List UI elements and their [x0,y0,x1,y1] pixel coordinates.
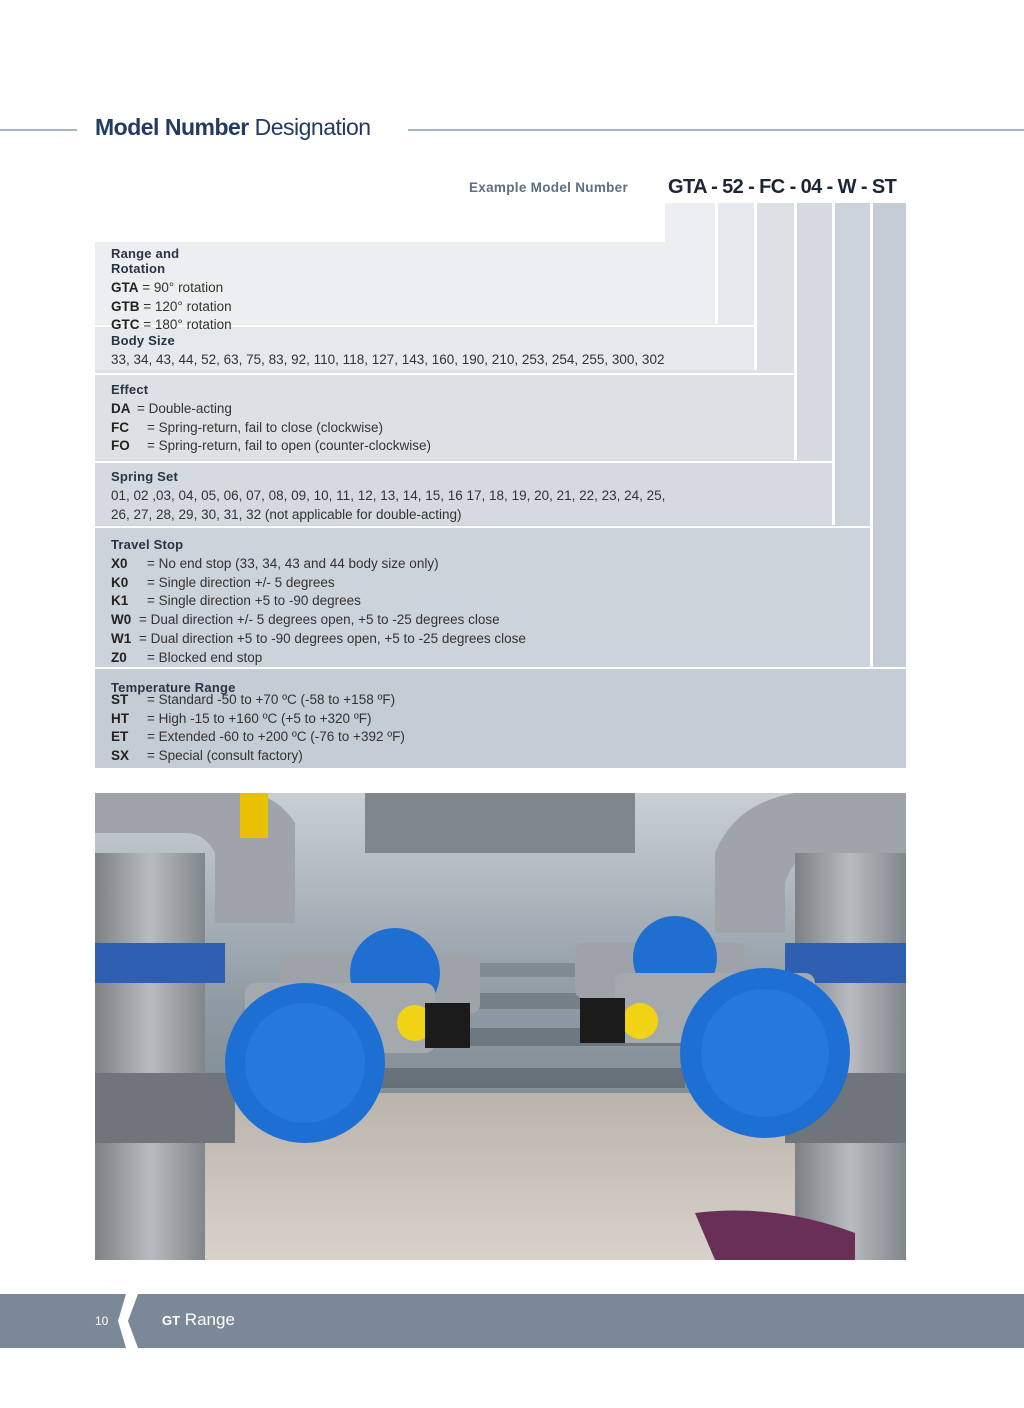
code: K1 [111,593,129,609]
effect-line [111,400,431,419]
code: FC [111,419,129,435]
footer-bar [0,1294,1024,1348]
section-title: Spring Set [111,469,179,484]
code: SX [111,748,130,764]
footer-chevron [118,1294,148,1348]
travel-line [111,555,526,574]
code: FO [111,438,130,454]
desc: = Extended -60 to +200 ºC (-76 to +392 ºF) [147,729,405,745]
example-code: GTA - 52 - FC - 04 - W - ST [668,176,897,198]
desc: = Blocked end stop [147,649,263,665]
section-title: Temperature Range [111,680,236,695]
page-title [95,114,371,141]
desc: = Spring-return, fail to open (counter-clockwise) [147,438,432,454]
example-label: Example Model Number [469,180,629,195]
temp-line [111,710,405,729]
code: X0 [111,556,128,571]
title-row [0,112,1024,148]
separator [95,373,795,375]
desc: = 120° rotation [143,298,232,314]
desc: = Double-acting [137,401,232,416]
desc: = No end stop (33, 34, 43 and 44 body size only) [147,556,439,571]
code: K0 [111,574,129,590]
desc: = Special (consult factory) [147,748,303,764]
code: ET [111,729,129,745]
footer-range-label: Range [184,1310,235,1329]
range-line [111,298,232,317]
code: HT [111,710,129,726]
footer-brand: GT [162,1313,181,1328]
desc: = Single direction +5 to -90 degrees [147,593,361,609]
desc: = Spring-return, fail to close (clockwise) [147,419,383,435]
code: GTC [111,317,140,333]
desc: = 90° rotation [142,280,224,295]
desc: = Dual direction +5 to -90 degrees open, +5 to -25 degrees close [139,630,526,646]
travel-line [111,592,526,611]
code: W0 [111,612,132,628]
range-line [111,279,232,298]
code: GTA [111,280,139,295]
travel-line [111,611,526,630]
title-bold: Model Number [95,114,249,140]
desc: = 180° rotation [143,317,232,333]
travel-line [111,630,526,649]
temp-line [111,728,405,747]
band-top-cutout [95,203,665,242]
code: GTB [111,298,140,314]
title-rule-left [0,129,77,131]
section-title: Body Size [111,333,175,348]
footer-range [162,1310,235,1330]
desc: = Dual direction +/- 5 degrees open, +5 to -25 degrees close [139,612,500,628]
desc: = High -15 to +160 ºC (+5 to +320 ºF) [147,710,372,726]
separator [95,526,873,528]
desc: = Standard -50 to +70 ºC (-58 to +158 ºF) [147,692,396,707]
travel-line [111,574,526,593]
code: W1 [111,630,132,646]
spring-line-1: 01, 02 ,03, 04, 05, 06, 07, 08, 09, 10, 11, 12, 13, 14, 15, 16 17, 18, 19, 20, 21, 22, 23, 24, 25, [111,488,666,503]
page-number: 10 [95,1314,109,1328]
title-rule-right [408,129,1024,131]
code: Z0 [111,649,127,665]
separator [95,667,906,669]
body-sizes: 33, 34, 43, 44, 52, 63, 75, 83, 92, 110, 118, 127, 143, 160, 190, 210, 253, 254, 255, 300, 302 [111,352,665,367]
temp-line [111,691,405,710]
travel-line [111,649,526,668]
actuator-photo [95,793,906,1260]
actuator-photo-illustration [95,793,906,1260]
code: ST [111,692,129,707]
effect-line [111,437,431,456]
title-light: Designation [254,114,371,140]
temp-line [111,747,405,766]
spring-line-2: 26, 27, 28, 29, 30, 31, 32 (not applicable for double-acting) [111,506,462,522]
section-title: Effect [111,382,149,397]
section-title: Range and Rotation [111,246,180,276]
separator [95,461,835,463]
section-title: Travel Stop [111,537,184,552]
code: DA [111,401,131,416]
effect-line [111,419,431,438]
desc: = Single direction +/- 5 degrees [147,574,335,590]
